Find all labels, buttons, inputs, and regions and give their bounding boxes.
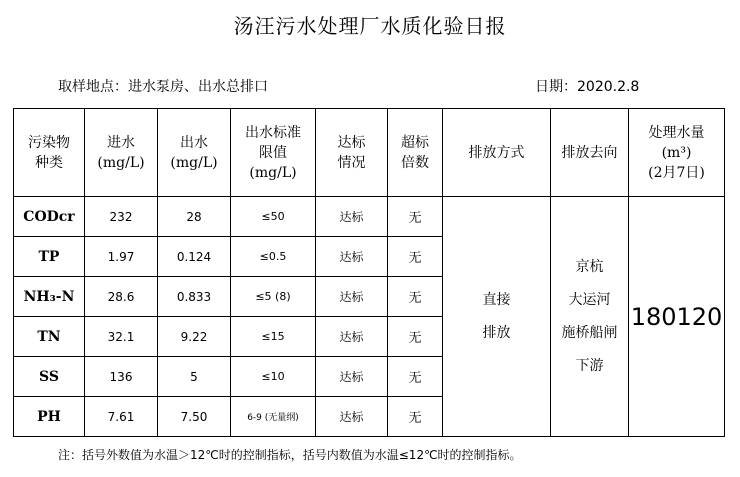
header-limit: 出水标准 限值 (mg/L) bbox=[231, 109, 316, 197]
compliance-status: 达标 bbox=[316, 317, 388, 357]
header-volume: 处理水量 (m³) (2月7日) bbox=[629, 109, 725, 197]
pollutant-name: PH bbox=[14, 397, 85, 437]
header-exceed: 超标 倍数 bbox=[388, 109, 443, 197]
compliance-status: 达标 bbox=[316, 277, 388, 317]
compliance-status: 达标 bbox=[316, 197, 388, 237]
header-discharge-method: 排放方式 bbox=[443, 109, 551, 197]
sampling-location: 取样地点：进水泵房、出水总排口 bbox=[58, 79, 268, 95]
limit-value: ≤5 (8) bbox=[231, 277, 316, 317]
water-quality-table bbox=[13, 108, 725, 437]
pollutant-name: SS bbox=[14, 357, 85, 397]
header-discharge-dest: 排放去向 bbox=[551, 109, 629, 197]
exceed-value: 无 bbox=[388, 237, 443, 277]
outflow-value: 28 bbox=[158, 197, 231, 237]
outflow-value: 0.124 bbox=[158, 237, 231, 277]
exceed-value: 无 bbox=[388, 317, 443, 357]
footnote: 注：括号外数值为水温＞12℃时的控制指标，括号内数值为水温≤12℃时的控制指标。 bbox=[58, 448, 522, 462]
outflow-value: 7.50 bbox=[158, 397, 231, 437]
header-compliance: 达标 情况 bbox=[316, 109, 388, 197]
header-pollutant: 污染物 种类 bbox=[14, 109, 85, 197]
report-date: 日期：2020.2.8 bbox=[535, 79, 640, 95]
treatment-volume-value: 180120 bbox=[629, 197, 725, 437]
limit-value: ≤10 bbox=[231, 357, 316, 397]
pollutant-name: TP bbox=[14, 237, 85, 277]
outflow-value: 9.22 bbox=[158, 317, 231, 357]
compliance-status: 达标 bbox=[316, 357, 388, 397]
inflow-value: 32.1 bbox=[85, 317, 158, 357]
inflow-value: 1.97 bbox=[85, 237, 158, 277]
report-title: 汤汪污水处理厂水质化验日报 bbox=[233, 14, 507, 38]
limit-value: ≤0.5 bbox=[231, 237, 316, 277]
pollutant-name: TN bbox=[14, 317, 85, 357]
pollutant-name: CODcr bbox=[14, 197, 85, 237]
compliance-status: 达标 bbox=[316, 397, 388, 437]
exceed-value: 无 bbox=[388, 357, 443, 397]
discharge-destination-cell: 京杭 大运河 施桥船闸 下游 bbox=[551, 197, 629, 437]
limit-value: ≤15 bbox=[231, 317, 316, 357]
table-row bbox=[14, 197, 725, 237]
inflow-value: 232 bbox=[85, 197, 158, 237]
inflow-value: 7.61 bbox=[85, 397, 158, 437]
inflow-value: 28.6 bbox=[85, 277, 158, 317]
table-header-row bbox=[14, 109, 725, 197]
limit-value: 6-9 (无量纲) bbox=[231, 397, 316, 437]
limit-value: ≤50 bbox=[231, 197, 316, 237]
compliance-status: 达标 bbox=[316, 237, 388, 277]
header-inflow: 进水 (mg/L) bbox=[85, 109, 158, 197]
inflow-value: 136 bbox=[85, 357, 158, 397]
discharge-method-cell: 直接 排放 bbox=[443, 197, 551, 437]
exceed-value: 无 bbox=[388, 397, 443, 437]
header-outflow: 出水 (mg/L) bbox=[158, 109, 231, 197]
outflow-value: 0.833 bbox=[158, 277, 231, 317]
pollutant-name: NH₃-N bbox=[14, 277, 85, 317]
exceed-value: 无 bbox=[388, 197, 443, 237]
outflow-value: 5 bbox=[158, 357, 231, 397]
exceed-value: 无 bbox=[388, 277, 443, 317]
